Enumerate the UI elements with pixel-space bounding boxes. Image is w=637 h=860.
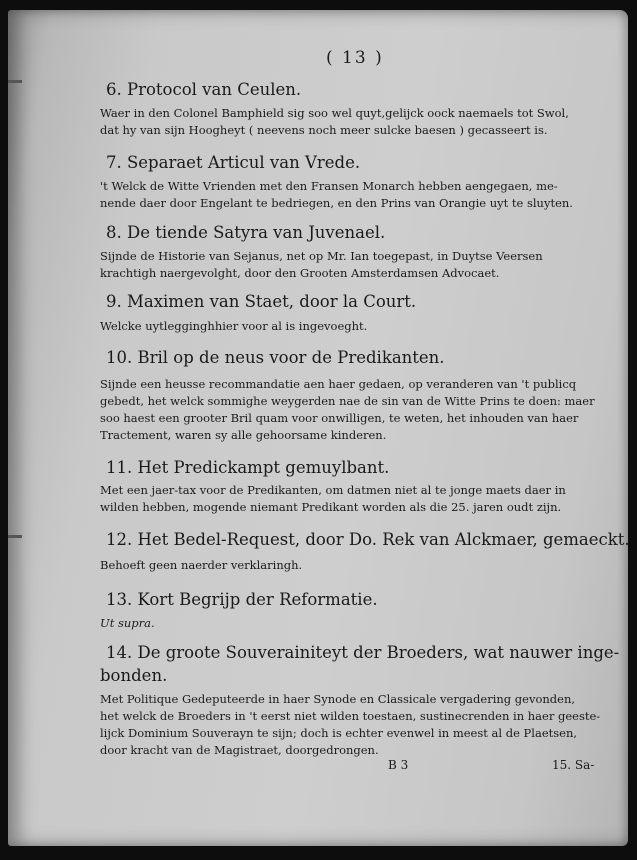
entry-title-6: 6. Protocol van Ceulen. <box>106 80 302 99</box>
entry-line: Met een jaer-tax voor de Predikanten, om datmen niet al te jonge maets daer in <box>100 483 566 497</box>
entry-line: gebedt, het welck sommighe weygerden nae de sin van de Witte Prins te doen: maer <box>100 394 595 408</box>
page-number: ( 13 ) <box>326 48 384 68</box>
entry-line: het welck de Broeders in 't eerst niet wilden toestaen, sustinecrenden in haer geeste- <box>100 709 601 723</box>
entry-line: Waer in den Colonel Bamphield sig soo wel quyt,gelijck oock naemaels tot Swol, <box>100 106 569 120</box>
entry-title-14: 14. De groote Souverainiteyt der Broeders, wat nauwer inge- <box>106 643 620 662</box>
entry-body-8 <box>100 248 610 282</box>
entry-body-7 <box>100 178 610 212</box>
entry-body-14 <box>100 691 610 759</box>
entry-line: lijck Dominium Souverayn te sijn; doch is echter evenwel in meest al de Plaetsen, <box>100 726 578 740</box>
entry-line: wilden hebben, mogende niemant Predikant worden als die 25. jaren oudt zijn. <box>100 500 562 514</box>
entry-line: Met Politique Gedeputeerde in haer Synode en Classicale vergadering gevonden, <box>100 692 576 706</box>
entry-line: Ut supra. <box>100 616 155 630</box>
entry-title-8: 8. De tiende Satyra van Juvenael. <box>106 223 386 242</box>
entry-body-9 <box>100 318 610 335</box>
entry-line: 't Welck de Witte Vrienden met den Fransen Monarch hebben aengegaen, me- <box>100 179 558 193</box>
binding-stitch <box>8 535 22 538</box>
entry-line: soo haest een grooter Bril quam voor onwilligen, te weten, het inhouden van haer <box>100 411 579 425</box>
entry-body-12 <box>100 557 610 574</box>
catchword: 15. Sa- <box>552 758 595 772</box>
entry-title-12: 12. Het Bedel-Request, door Do. Rek van Alckmaer, gemaeckt. <box>106 530 630 549</box>
entry-body-13 <box>100 615 610 632</box>
entry-line: dat hy van sijn Hoogheyt ( neevens noch meer sulcke baesen ) gecasseert is. <box>100 123 548 137</box>
book-page <box>8 10 628 846</box>
entry-line: Behoeft geen naerder verklaringh. <box>100 558 303 572</box>
entry-title-13: 13. Kort Begrijp der Reformatie. <box>106 590 378 609</box>
signature-mark: B 3 <box>388 758 409 772</box>
entry-line: Welcke uytlegginghhier voor al is ingevoeght. <box>100 319 368 333</box>
entry-line: Sijnde een heusse recommandatie aen haer gedaen, op veranderen van 't publicq <box>100 377 577 391</box>
entry-title-11: 11. Het Predickampt gemuylbant. <box>106 458 390 477</box>
entry-body-6 <box>100 105 610 139</box>
entry-line: Tractement, waren sy alle gehoorsame kinderen. <box>100 428 387 442</box>
entry-line: door kracht van de Magistraet, doorgedrongen. <box>100 743 379 757</box>
entry-title-14-cont: bonden. <box>100 666 168 685</box>
entry-title-7: 7. Separaet Articul van Vrede. <box>106 153 361 172</box>
entry-title-9: 9. Maximen van Staet, door la Court. <box>106 292 417 311</box>
binding-stitch <box>8 80 22 83</box>
entry-line: Sijnde de Historie van Sejanus, net op Mr. Ian toegepast, in Duytse Veersen <box>100 249 543 263</box>
entry-body-10 <box>100 376 610 444</box>
entry-line: krachtigh naergevolght, door den Grooten Amsterdamsen Advocaet. <box>100 266 500 280</box>
entry-body-11 <box>100 482 610 516</box>
entry-line: nende daer door Engelant te bedriegen, en den Prins van Orangie uyt te sluyten. <box>100 196 573 210</box>
entry-title-10: 10. Bril op de neus voor de Predikanten. <box>106 348 445 367</box>
